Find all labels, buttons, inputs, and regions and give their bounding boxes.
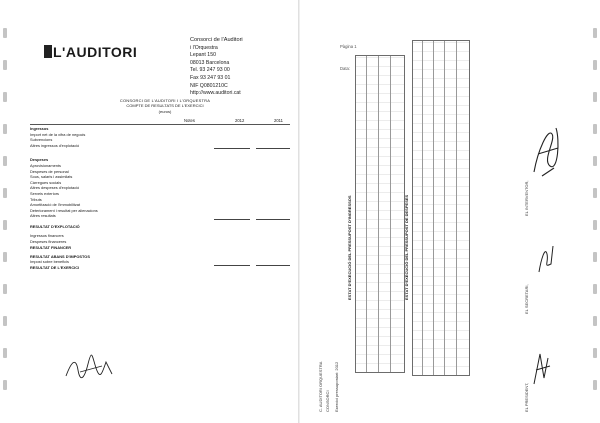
signature-scribble-icon (528, 120, 564, 180)
row-label: Ingressos financers (30, 233, 64, 239)
row-label: Càrregues socials (30, 179, 62, 185)
president-signature (530, 348, 554, 393)
row-label: Aprovisionaments (30, 162, 61, 168)
col-header-year-1: 2012 (235, 118, 245, 123)
row-value-year-1 (214, 265, 250, 266)
page-number-label: Pàgina 1 (340, 44, 357, 49)
col-header-year-2: 2011 (274, 118, 284, 123)
row-value-year-1 (214, 148, 250, 149)
binder-rings-right (590, 0, 600, 423)
row-label: RESULTAT DE L'EXERCICI (30, 264, 80, 270)
col-header-notes: Notes (184, 118, 195, 123)
logo-mark-icon (44, 45, 52, 58)
title-line: COMPTE DE RESULTATS DE L'EXERCICI (126, 103, 204, 109)
row-label: Despeses (30, 157, 49, 163)
controller-signature (528, 120, 564, 185)
row-label: Import net de la xifra de negocis (30, 131, 86, 137)
row-label: Despeses financeres (30, 239, 67, 245)
address-line: 08013 Barcelona (190, 59, 230, 66)
row-label: Despeses de personal (30, 168, 69, 174)
row-label: Sous, salaris i assimilats (30, 174, 73, 180)
row-label: Amortització de l'immobilitzat (30, 202, 81, 208)
row-label: RESULTAT FINANCER (30, 244, 72, 250)
row-label: Altres ingressos d'explotació (30, 142, 80, 148)
address-line: i l'Orquestra (190, 44, 218, 51)
row-label: Altres despeses d'explotació (30, 185, 80, 191)
address-line: Consorci de l'Auditori (190, 37, 243, 43)
signature-scribble-icon (530, 348, 554, 388)
header-rule (30, 124, 290, 125)
address-line: http://www.auditori.cat (190, 90, 241, 97)
row-value-year-1 (214, 219, 250, 220)
secretary-signature (535, 240, 557, 281)
date-label: Data: (340, 66, 351, 71)
organization-subtitle: CONSORCI (325, 390, 330, 412)
statement-row (30, 265, 290, 271)
statement-rows (30, 126, 290, 270)
row-label: Altres resultats (30, 213, 56, 219)
signature-left (62, 352, 122, 382)
row-label: Subvencions (30, 137, 53, 143)
address-line: NIF Q0801210C (190, 82, 228, 89)
auditori-logo: L'AUDITORI (44, 44, 137, 60)
budget-expense-table (412, 40, 470, 376)
statement-title (60, 98, 270, 114)
title-line: CONSORCI DE L'AUDITORI I L'ORQUESTRA (119, 98, 211, 103)
row-label: RESULTAT D'EXPLOTACIÓ (30, 224, 80, 230)
row-value-year-2 (256, 219, 290, 220)
signature-scribble-icon (535, 240, 557, 276)
row-value-year-2 (256, 265, 290, 266)
binder-rings (0, 0, 10, 423)
address-line: Tel. 93 247 93 00 (190, 67, 230, 74)
secretary-label: EL SECRETARI, (524, 284, 529, 314)
address-line: Fax 93 247 93 01 (190, 74, 231, 81)
revenue-table-title: ESTAT D'EXECUCIÓ DEL PRESSUPOST D'INGRESSOS (347, 195, 352, 300)
row-label: Tributs (30, 196, 42, 202)
row-label: Serveis exteriors (30, 190, 59, 196)
row-label: Impost sobre beneficis (30, 259, 69, 265)
controller-label: EL INTERVENTOR, (524, 180, 529, 216)
title-line: (euros) (158, 108, 172, 114)
row-label: Deteriorament i resultat per alienacions (30, 207, 98, 213)
president-label: EL PRESIDENT, (524, 382, 529, 412)
address-block (190, 37, 243, 98)
budget-revenue-table (355, 55, 405, 373)
address-line: Lepant 150 (190, 52, 216, 59)
expense-table-title: ESTAT D'EXECUCIÓ DEL PRESSUPOST DE DESPESES (404, 194, 409, 300)
row-label: Ingressos (30, 126, 49, 131)
organization-name: C. AUDITORI ORQUESTRA (318, 361, 323, 412)
row-label: RESULTAT ABANS D'IMPOSTOS (30, 253, 90, 259)
fiscal-year-label: Exercici pressupostari: 2012 (334, 361, 339, 412)
signature-scribble-icon (62, 352, 122, 382)
row-value-year-2 (256, 148, 290, 149)
